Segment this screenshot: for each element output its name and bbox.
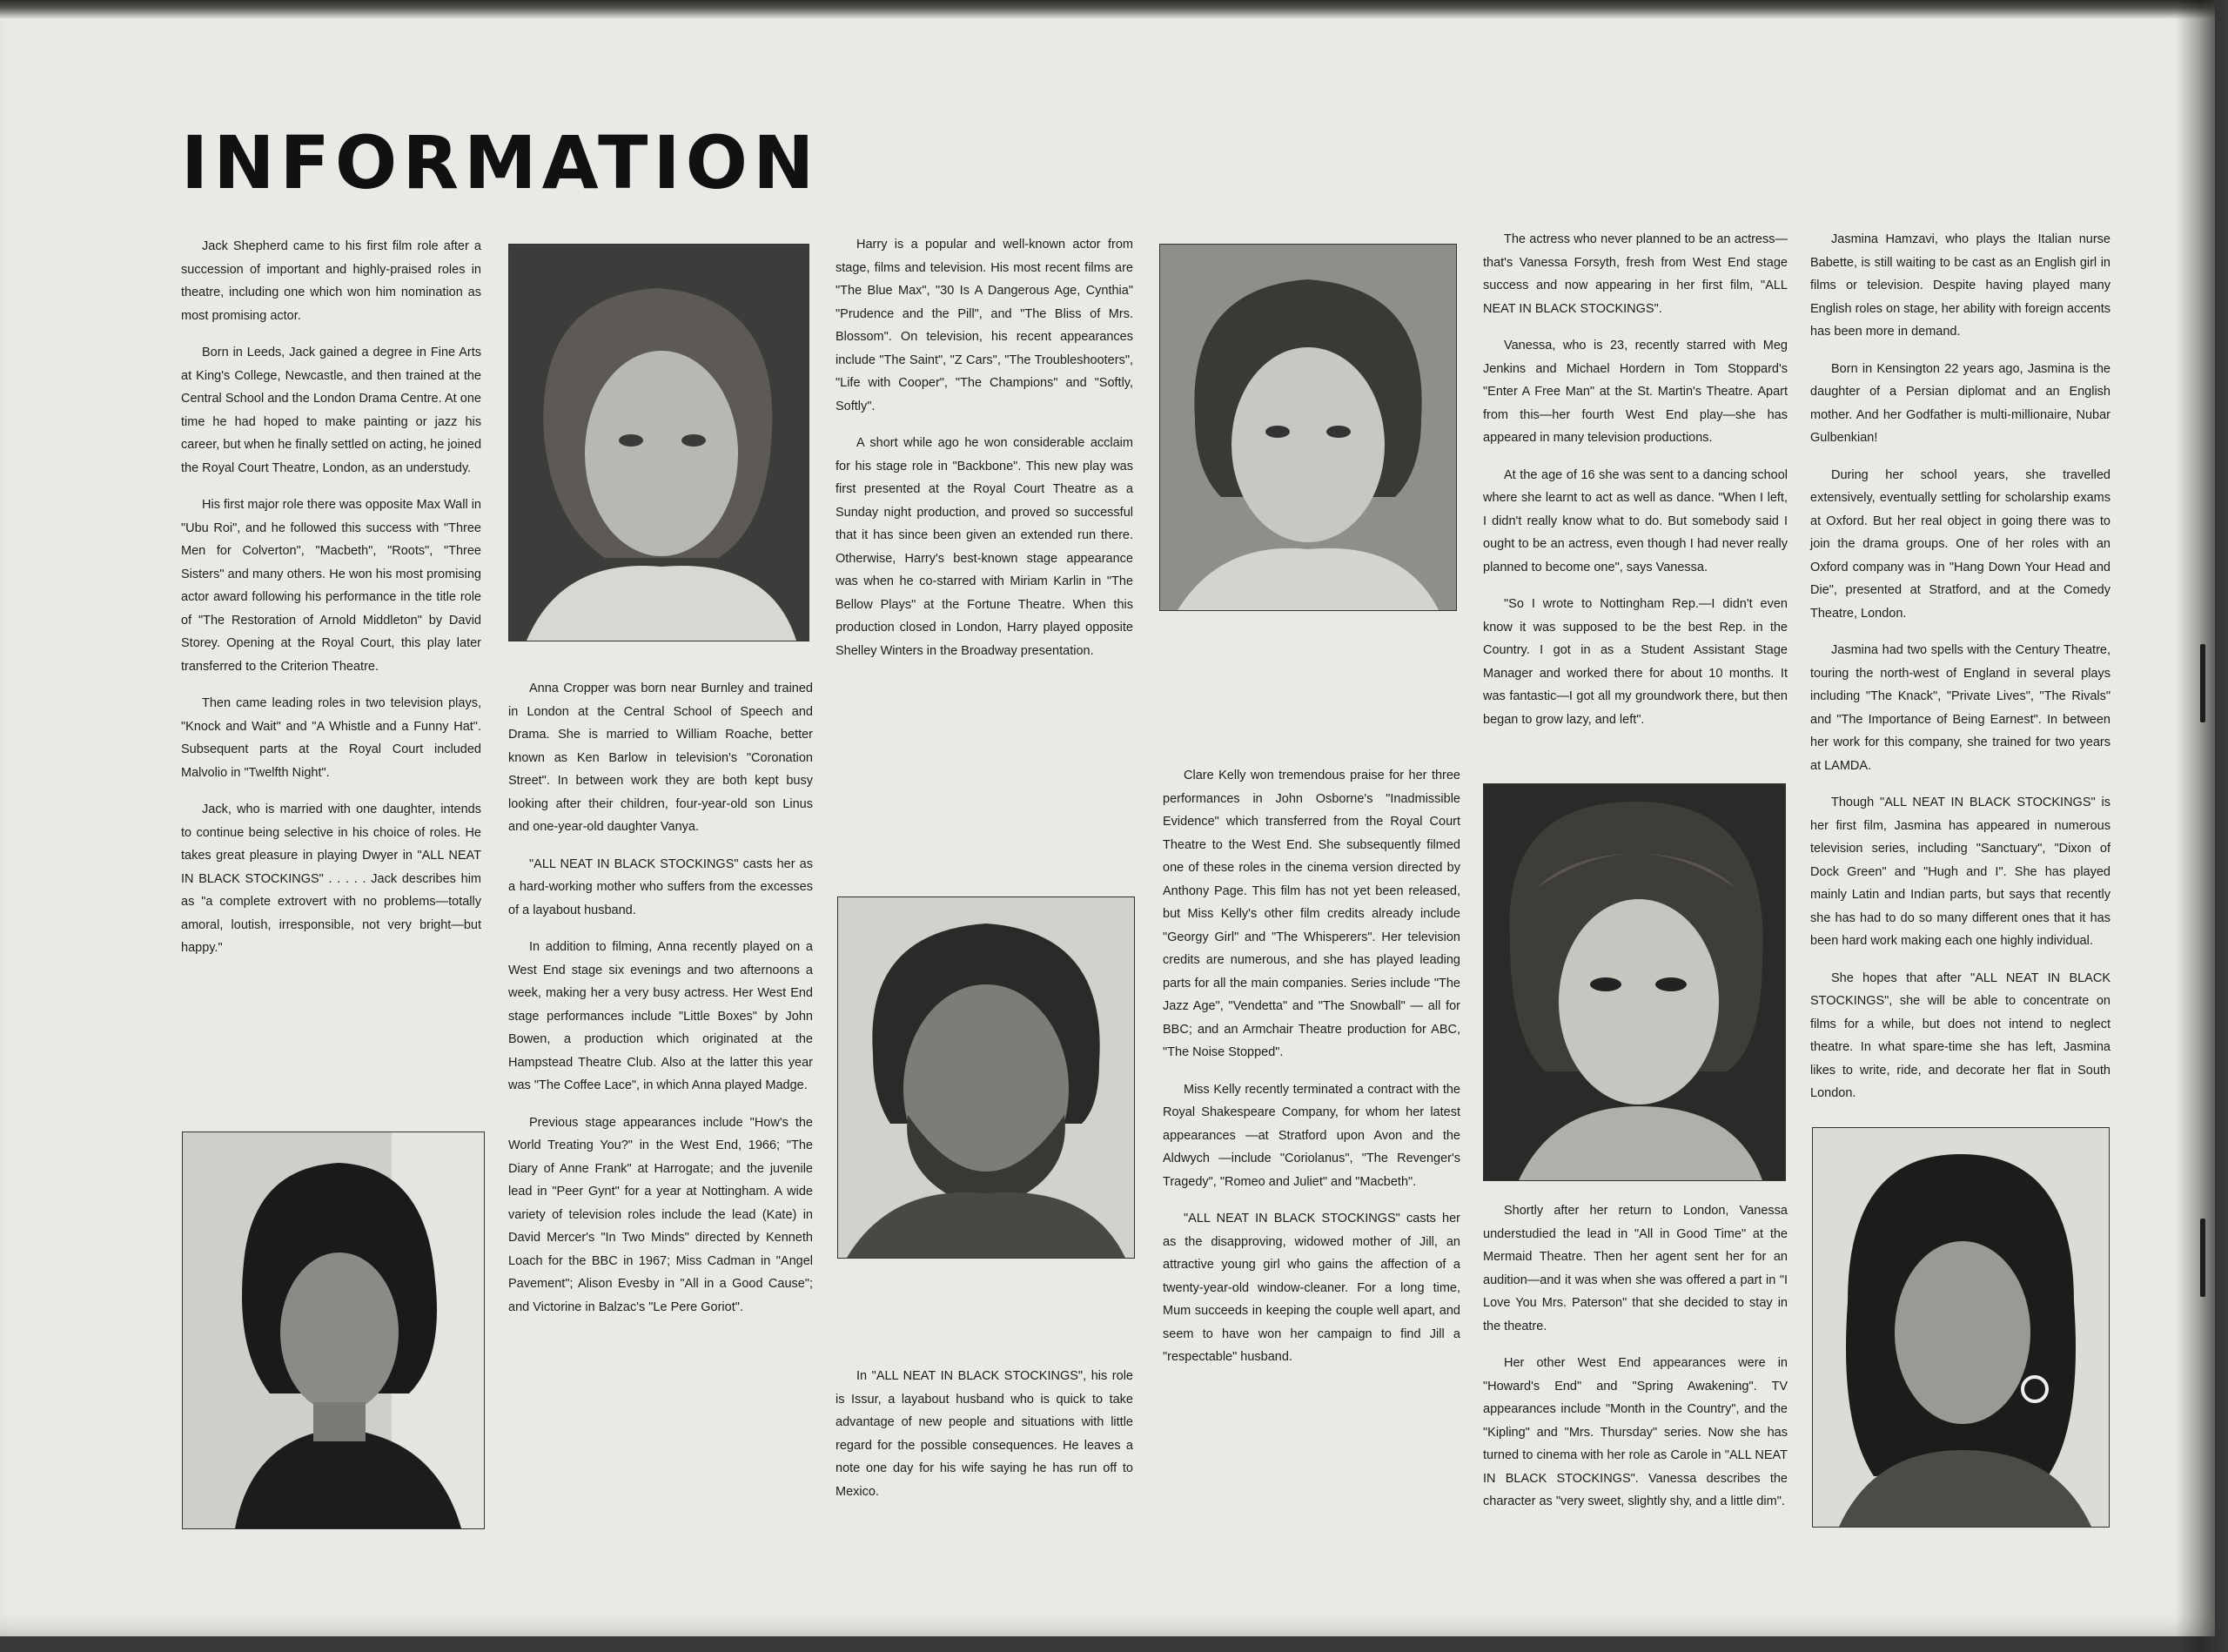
paragraph: Harry is a popular and well-known actor from stage, films and television. His most recent films are "The Blue Max", "30 Is A Dangerous Age, Cynthia" "Prudence and the Pill", and "The Bliss of Mrs. Blossom". On television, his recent appearances include "The Saint", "Z Cars", "The Troubleshooters", "Life with Cooper", "The Champions" and "Softly, Softly". [836,238,1133,413]
text-block-vanessa-continued [1483,1199,1788,1528]
paragraph: Then came leading roles in two television plays, "Knock and Wait" and "A Whistle and a Funny Hat". Subsequent parts at the Royal Court included Malvolio in "Twelfth Night". [181,696,481,780]
paragraph: Though "ALL NEAT IN BLACK STOCKINGS" is her first film, Jasmina has appeared in numerous television series, including "Sanctuary", "Dixon of Dock Green" and "Hugh and I". She has played mainly Latin and Indian parts, but says that recently she has had to do so many different ones that it has been hard work making each one highly individual. [1810,796,2111,948]
staple [2200,1219,2205,1297]
paragraph: Miss Kelly recently terminated a contract with the Royal Shakespeare Company, for whom her latest appearances —at Stratford upon Avon and the Aldwych —include "Coriolanus", "The Revenger's Tragedy", "Romeo and Juliet" and "Macbeth". [1163,1082,1460,1189]
paragraph: In "ALL NEAT IN BLACK STOCKINGS", his role is Issur, a layabout husband who is quick to take advantage of new people and situations with little regard for the possible consequences. He leaves a note one day for his wife saying he has run off to Mexico. [836,1369,1133,1499]
text-block-harry-role [836,1365,1133,1517]
paragraph: Jasmina Hamzavi, who plays the Italian nurse Babette, is still waiting to be cast as an English girl in films or television. Despite having played many English roles on stage, her ability with foreign accents has been more in demand. [1810,232,2111,339]
staple [2200,644,2205,722]
paragraph: Born in Leeds, Jack gained a degree in Fine Arts at King's College, Newcastle, and then trained at the Central School and the London Drama Centre. At one time he had hoped to make painting or jazz his career, but when he finally settled on acting, he joined the Royal Court Theatre, London, as an understudy. [181,346,482,475]
paragraph: At the age of 16 she was sent to a dancing school where she learnt to act as well as dance. "When I left, I didn't really know what to do. But somebody said I ought to be an actress, even though I had never really planned to become one", says Vanessa. [1483,467,1788,574]
text-block-vanessa-forsyth [1483,228,1788,745]
paragraph: During her school years, she travelled extensively, eventually settling for scholarship exams at Oxford. But her real object in going there was to join the drama groups. One of her roles with an Oxford company was in "Hang Down Your Head and Die", presented at Stratford, and at the Comedy Theatre, London. [1810,467,2111,621]
paragraph: A short while ago he won considerable acclaim for his stage role in "Backbone". This new play was first presented at the Royal Court Theatre as a Sunday night production, and proved so successful that it has since been given an extended run there. Otherwise, Harry's best-known stage appearance was when he co-starred with Miriam Karlin in "The Bellow Plays" at the Fortune Theatre. When this production closed in London, Harry played opposite Shelley Winters in the Broadway presentation. [836,436,1133,658]
paragraph: Jack, who is married with one daughter, intends to continue being selective in his choice of roles. He takes great pleasure in playing Dwyer in "ALL NEAT IN BLACK STOCKINGS" . . . . . Jack describes him as "a complete extrovert with no problems—totally amoral, loutish, irresponsible, not very bright—but happy." [181,802,481,955]
photo-harry [837,897,1135,1259]
paragraph: Anna Cropper was born near Burnley and trained in London at the Central School of Speech and Drama. She is married to William Roache, better known as Ken Barlow in television's "Coronation Street". In between work they are both kept busy looking after their children, four-year-old son Linus and one-year-old daughter Vanya. [508,682,813,834]
paragraph: She hopes that after "ALL NEAT IN BLACK STOCKINGS", she will be able to concentrate on films for a while, but does not intend to neglect theatre. In what spare-time she has left, Jasmina likes to write, ride, and decorate her flat in South London. [1810,970,2111,1100]
photo-vanessa-forsyth [1483,783,1786,1181]
paragraph: Her other West End appearances were in "Howard's End" and "Spring Awakening". TV appearances include "Month in the Country", and the "Kipling" and "Mrs. Thursday" series. Now she has turned to cinema with her role as Carole in "ALL NEAT IN BLACK STOCKINGS". Vanessa describes the character as "very sweet, slightly shy, and a little dim". [1483,1356,1788,1508]
paragraph: Born in Kensington 22 years ago, Jasmina is the daughter of a Persian diplomat and an English mother. And her Godfather is multi-millionaire, Nubar Gulbenkian! [1810,361,2111,445]
paragraph: Jasmina had two spells with the Century Theatre, touring the north-west of England in several plays including "The Knack", "Private Lives", "The Rivals" and "The Importance of Being Earnest". In between her work for this company, she trained for two years at LAMDA. [1810,643,2111,773]
paragraph: Jack Shepherd came to his first film role after a succession of important and highly-praised roles in theatre, including one which won him nomination as most promising actor. [181,239,481,323]
paragraph: Clare Kelly won tremendous praise for her three performances in John Osborne's "Inadmissible Evidence" which transferred from the Royal Court Theatre to the West End. She subsequently filmed one of these roles in the cinema version directed by Anthony Page. This film has not yet been released, but Miss Kelly's other film credits already include "Georgy Girl" and "The Whisperers". Her television credits are numerous, and she has played leading parts for all the main companies. Series include "The Jazz Age", "Vendetta" and "The Snowball" — all for BBC; and an Armchair Theatre production for ABC, "The Noise Stopped". [1163,769,1460,1059]
paragraph: "ALL NEAT IN BLACK STOCKINGS" casts her as a hard-working mother who suffers from the excesses of a layabout husband. [508,856,813,917]
paragraph: In addition to filming, Anna recently played on a West End stage six evenings and two afternoons a week, making her a very busy actress. Her West End stage performances include "Little Boxes" by John Bowen, a production which originated at the Hampstead Theatre Club. Also at the latter this year was "The Coffee Lace", in which Anna played Madge. [508,940,813,1092]
paragraph: Vanessa, who is 23, recently starred with Meg Jenkins and Michael Hordern in Tom Stoppard's "Enter A Free Man" at the St. Martin's Theatre. Apart from this—her fourth West End play—she has appeared in many television productions. [1483,339,1788,445]
text-block-jasmina-hamzavi [1810,228,2111,1119]
page-binding-shadow [2176,0,2228,1652]
paragraph: "ALL NEAT IN BLACK STOCKINGS" casts her as the disapproving, widowed mother of Jill, an attractive young girl who gains the affection of a twenty-year-old window-cleaner. For a long time, Mum succeeds in keeping the couple well apart, and seem to have won her campaign to find Jill a "respectable" husband. [1163,1212,1460,1364]
paragraph: The actress who never planned to be an actress—that's Vanessa Forsyth, fresh from West End stage success and now appearing in her first film, "ALL NEAT IN BLACK STOCKINGS". [1483,232,1788,316]
page-title: INFORMATION [181,120,820,205]
photo-jack-shepherd [182,1132,485,1529]
text-block-jack-shepherd [181,235,481,974]
photo-clare-kelly [1159,244,1457,611]
paragraph: Previous stage appearances include "How's the World Treating You?" in the West End, 1966; "The Diary of Anne Frank" at Harrogate; and the juvenile lead in "Peer Gynt" for a year at Nottingham. A wide variety of television roles include the lead (Kate) in David Mercer's "In Two Minds" directed by Kenneth Loach for the BBC in 1967; Miss Cadman in "Angel Pavement"; Alison Evesby in "All in a Good Cause"; and Victorine in Balzac's "Le Pere Goriot". [508,1115,813,1314]
text-block-clare-kelly [1163,764,1460,1383]
paragraph: "So I wrote to Nottingham Rep.—I didn't even know it was supposed to be the best Rep. in the Country. I got in as a Student Assistant Stage Manager and worked there for about 10 months. It was fantastic—I got all my groundwork there, but then began to grow lazy, and left". [1483,597,1788,727]
text-block-anna-cropper [508,677,813,1333]
photo-anna-cropper [508,244,809,641]
text-block-harry [836,233,1133,676]
top-edge-shadow [0,0,2215,19]
paragraph: His first major role there was opposite Max Wall in "Ubu Roi", and he followed this success with "Three Men for Colverton", "Macbeth", "Roots", "Three Sisters" and many others. He won his most promising actor award following his performance in the title role of "The Restoration of Arnold Middleton" by David Storey. Opening at the Royal Court, this play later transferred to the Criterion Theatre. [181,498,481,674]
paragraph: Shortly after her return to London, Vanessa understudied the lead in "All in Good Time" at the Mermaid Theatre. Then her agent sent her for an audition—and it was when she was offered a part in "I Love You Mrs. Paterson" that she decided to stay in the theatre. [1483,1204,1788,1333]
photo-jasmina-hamzavi [1812,1127,2110,1528]
